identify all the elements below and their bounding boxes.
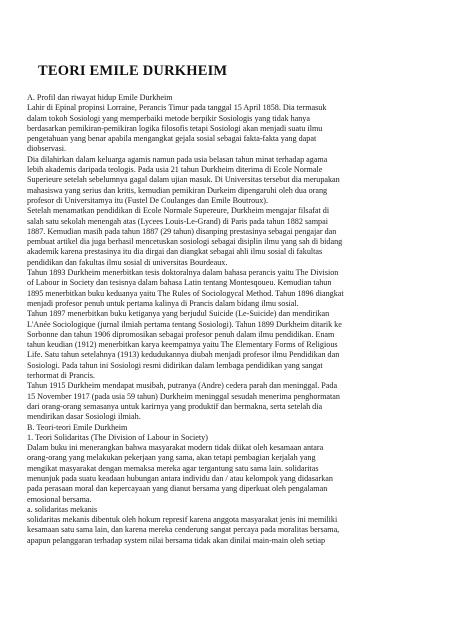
text-line: mengikat masyarakat dengan memaksa mereka agar tergantung satu sama lain. solidaritas [27, 463, 319, 473]
text-line: Lahir di Epinal propinsi Lorraine, Perancis Timur pada tanggal 15 April 1858. Dia termasuk [27, 103, 327, 113]
text-line: berdasarkan pemikiran-pemikiran logika filosofis tetapi Sosiologi akan menjadi suatu ilmu [27, 123, 323, 133]
text-line: 1895 menerbitkan buku keduanya yaitu The Rules of Sociologycal Method. Tahun 1896 diangkat [27, 288, 344, 298]
text-line: Life. Satu tahun setelahnya (1913) kedudukannya diubah menjadi profesor ilmu Pendidikan dan [27, 350, 340, 360]
text-line: Tahun 1897 menerbitkan buku ketiganya yang berjudul Suicide (Le-Suicide) dan mendirikan [27, 309, 330, 319]
text-line: mendirikan dasar Sosiologi ilmiah. [27, 412, 141, 422]
text-line: Sorbonne dan tahun 1906 dipromosikan sebagai profesor penuh dalam ilmu pendidikan. Enam [27, 329, 335, 339]
text-line: Tahun 1915 Durkheim mendapat musibah, putranya (Andre) cedera parah dan meninggal. Pada [27, 381, 338, 391]
text-line: Setelah menamatkan pendidikan di Ecole Normale Supereure, Durkheim mengajar filsafat di [27, 206, 330, 216]
text-line: lebih akademis daripada teologis. Pada usia 21 tahun Durkheim diterima di Ecole Normale [27, 165, 323, 175]
text-line: B. Teori-teori Emile Durkheim [27, 422, 128, 432]
text-line: dalam tokoh Sosiologi yang memperbaiki metode berpikir Sosiologis yang tidak hanya [27, 113, 310, 123]
text-line: menunjuk pada suatu keadaan hubungan antara individu dan / atau kelompok yang didasarkan [27, 473, 333, 483]
text-line: A. Profil dan riwayat hidup Emile Durkheim [27, 93, 173, 102]
text-line: 15 November 1917 (pada usia 59 tahun) Durkheim meninggal sesudah menerima penghormatan [27, 391, 340, 401]
text-line: apapun pelanggaran terhadap system nilai bersama tidak akan dinilai main-main oleh setiap [27, 535, 326, 545]
text-line: profesor di Universitamya itu (Fustel De Coulanges dan Emile Boutroux). [27, 195, 268, 205]
text-line: solidaritas mekanis dibentuk oleh hokum represif karena anggota masyarakat jenis ini memiliki [27, 515, 338, 525]
text-line: L'Anée Sociologique (jurnal ilmiah pertama tentang Sosiologi). Tahun 1899 Durkheim ditarik ke [27, 319, 342, 329]
text-line: 1887. Kemudian masih pada tahun 1887 (29 tahun) disanping prestasinya sebagai pengajar dan [27, 226, 337, 236]
text-line: pendidikan dan fakultas ilmu sosial di universitas Bourdeaux. [27, 257, 228, 267]
text-line: emosional bersama. [27, 494, 92, 504]
text-line: Sosiologi. Pada tahun ini Sosiologi resmi didirikan dalam lembaga pendidikan yang sangat [27, 360, 323, 370]
document-body [27, 93, 457, 546]
text-line: Tahun 1893 Durkheim menerbitkan tesis doktoralnya dalam bahasa perancis yaitu The Division [27, 268, 339, 278]
document-title: TEORI EMILE DURKHEIM [38, 63, 228, 79]
text-line: of Labour in Society dan tesisnya dalam bahasa Latin tentang Montesqoueu. Kemudian tahun [27, 278, 332, 288]
text-line: dari orang-orang semasanya untuk karirnya yang produktif dan bermakna, serta setelah dia [27, 401, 323, 411]
text-line: tahun keudian (1912) menerbitkan karya keempatnya yaitu The Elementary Forms of Religious [27, 340, 338, 350]
text-line: orang-orang yang melakukan pekerjaan yang sama, akan tetapi pembagian kerjalah yang [27, 453, 316, 463]
text-line: Dia dilahirkan dalam keluarga agamis namun pada usia belasan tahun minat terhadap agama [27, 154, 328, 164]
text-line: Superieure setelah sebelumnya gagal dalam ujian masuk. Di Universitas tersebut dia merupakan [27, 175, 340, 185]
text-line: 1. Teori Solidaritas (The Division of Labour in Society) [27, 432, 208, 442]
text-line: akademik karena prestasinya itu dia dirgai dan diangkat sebagai ahli ilmu sosial di fakultas [27, 247, 323, 257]
text-line: terhormat di Prancis. [27, 371, 95, 381]
text-line: diobservasi. [27, 144, 67, 154]
text-line: pada perasaan moral dan kepercayaan yang dianut bersama yang diperkuat oleh pengalaman [27, 484, 328, 494]
text-line: pengetahuan yang benar apabila mengangkat gejala sosial sebagai fakta-fakta yang dapat [27, 134, 317, 144]
text-line: menjadi profesor penuh untuk pertama kalinya di Prancis dalam bidang ilmu sosial. [27, 298, 299, 308]
text-line: kesamaan satu sama lain, dan karena mereka cenderung sangat percaya pada moralitas bersama, [27, 525, 340, 535]
text-line: Dalam buku ini menerangkan bahwa masyarakat modern tidak diikat oleh kesamaan antara [27, 443, 324, 453]
text-line: pembuat artikel dia juga berhasil mencetuskan sosiologi sebagai disiplin ilmu yang sah di bidang [27, 237, 343, 247]
text-line: salah satu sekolah menengah atas (Lycees Louis-Le-Grand) di Paris pada tahun 1882 sampai [27, 216, 328, 226]
text-line: a. solidaritas mekanis [27, 504, 98, 514]
text-line: mahasiswa yang serius dan kritis, kemudian pemikiran Durkeim dipengaruhi oleh dua orang [27, 185, 328, 195]
